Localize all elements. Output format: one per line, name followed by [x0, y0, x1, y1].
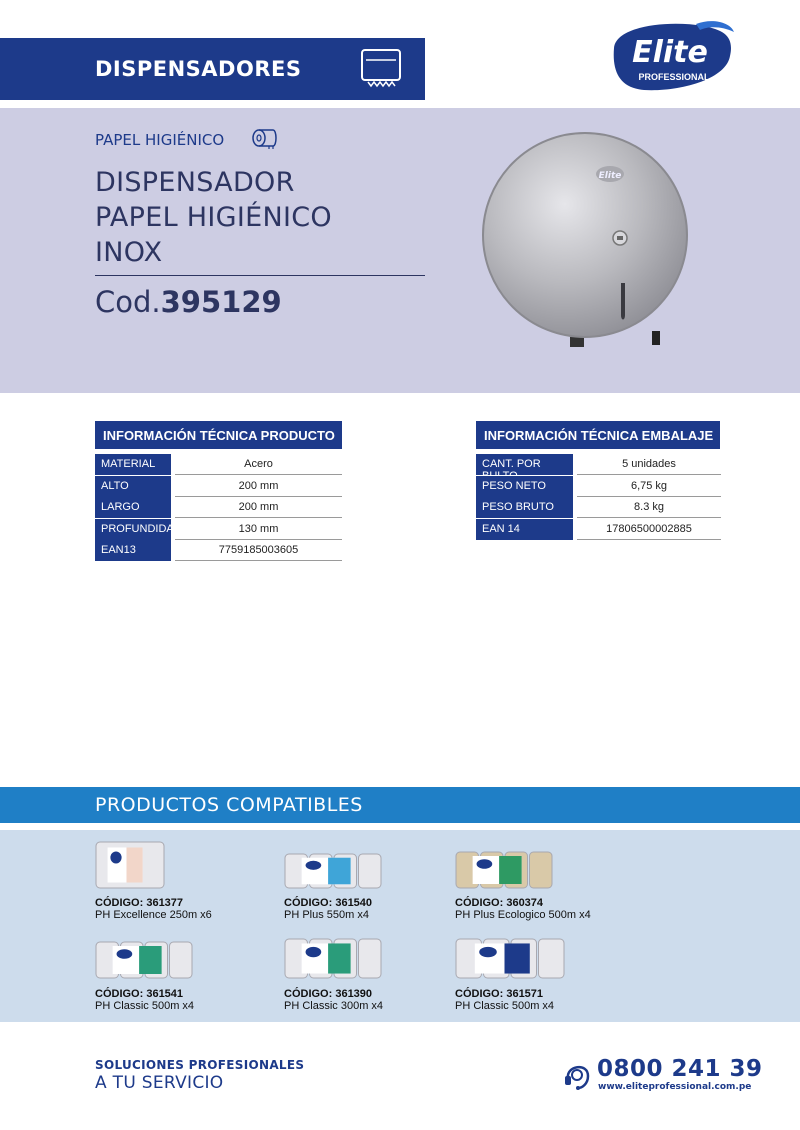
- row-value: 8.3 kg: [577, 497, 721, 518]
- row-value: 17806500002885: [577, 519, 721, 540]
- packaging-table-title: INFORMACIÓN TÉCNICA EMBALAJE: [476, 421, 720, 449]
- footer-tagline-line-2: A TU SERVICIO: [95, 1073, 224, 1093]
- product-name: PH Plus Ecologico 500m x4: [455, 909, 591, 921]
- product-code: CÓDIGO: 361377: [95, 897, 184, 909]
- code-prefix: Cod.: [95, 285, 161, 319]
- product-name: PH Classic 500m x4: [455, 1000, 555, 1012]
- product-code: CÓDIGO: 361541: [95, 988, 184, 1000]
- row-label: PESO BRUTO: [476, 497, 573, 518]
- product-pack-image[interactable]: [284, 852, 382, 890]
- row-label: PESO NETO: [476, 476, 573, 497]
- product-name: PH Excellence 250m x6: [95, 909, 212, 921]
- website-link[interactable]: www.eliteprofessional.com.pe: [598, 1082, 752, 1092]
- row-value: 5 unidades: [577, 454, 721, 475]
- row-label: PROFUNDIDAD: [95, 519, 171, 540]
- table-row: [95, 519, 342, 540]
- product-name: PH Classic 500m x4: [95, 1000, 195, 1012]
- footer-tagline-line-1: SOLUCIONES PROFESIONALES: [95, 1058, 305, 1072]
- row-label: ALTO: [95, 476, 171, 497]
- row-label: MATERIAL: [95, 454, 171, 475]
- logo-subtext: PROFESSIONAL: [638, 72, 710, 82]
- table-row: [476, 476, 721, 497]
- row-value: 130 mm: [175, 519, 342, 540]
- product-pack-image[interactable]: [95, 840, 165, 890]
- category-label: PAPEL HIGIÉNICO: [95, 131, 225, 149]
- headset-icon: [562, 1058, 594, 1094]
- product-brand-mark: Elite: [598, 171, 622, 181]
- product-title-line-1: DISPENSADOR: [95, 167, 295, 198]
- row-value: 200 mm: [175, 497, 342, 518]
- row-label: EAN13: [95, 540, 171, 561]
- compatible-title: PRODUCTOS COMPATIBLES: [95, 794, 363, 816]
- product-code: CÓDIGO: 361571: [455, 988, 544, 1000]
- row-value: 7759185003605: [175, 540, 342, 561]
- dispenser-icon: [358, 46, 404, 92]
- product-title-line-3: INOX: [95, 237, 163, 268]
- row-value: Acero: [175, 454, 342, 475]
- row-label: CANT. POR: [476, 454, 573, 475]
- section-title: DISPENSADORES: [95, 57, 302, 81]
- logo-text: Elite: [632, 35, 708, 70]
- product-code: CÓDIGO: 360374: [455, 897, 544, 909]
- product-code: CÓDIGO: 361540: [284, 897, 373, 909]
- table-row: [476, 519, 721, 540]
- code-value: 395129: [160, 285, 282, 319]
- product-pack-image[interactable]: [284, 937, 382, 980]
- title-divider: [95, 275, 425, 276]
- table-row: [95, 454, 342, 475]
- table-row: [476, 497, 721, 518]
- row-label: LARGO: [95, 497, 171, 518]
- product-pack-image[interactable]: [455, 850, 553, 890]
- product-name: PH Plus 550m x4: [284, 909, 369, 921]
- product-title-line-2: PAPEL HIGIÉNICO: [95, 202, 332, 233]
- table-row: [476, 454, 721, 475]
- row-value: 200 mm: [175, 476, 342, 497]
- row-value: 6,75 kg: [577, 476, 721, 497]
- table-row: [95, 540, 342, 561]
- product-table-title: INFORMACIÓN TÉCNICA PRODUCTO: [95, 421, 342, 449]
- dispenser-product-image: [480, 125, 690, 360]
- table-row: [95, 497, 342, 518]
- product-code: [95, 285, 282, 319]
- product-code: CÓDIGO: 361390: [284, 988, 373, 1000]
- product-pack-image[interactable]: [455, 937, 565, 980]
- phone-number[interactable]: 0800 241 39: [597, 1056, 763, 1082]
- elite-logo: [608, 18, 736, 96]
- product-name: PH Classic 300m x4: [284, 1000, 384, 1012]
- table-row: [95, 476, 342, 497]
- row-label: EAN 14: [476, 519, 573, 540]
- product-pack-image[interactable]: [95, 940, 193, 980]
- toilet-paper-icon: [251, 128, 279, 150]
